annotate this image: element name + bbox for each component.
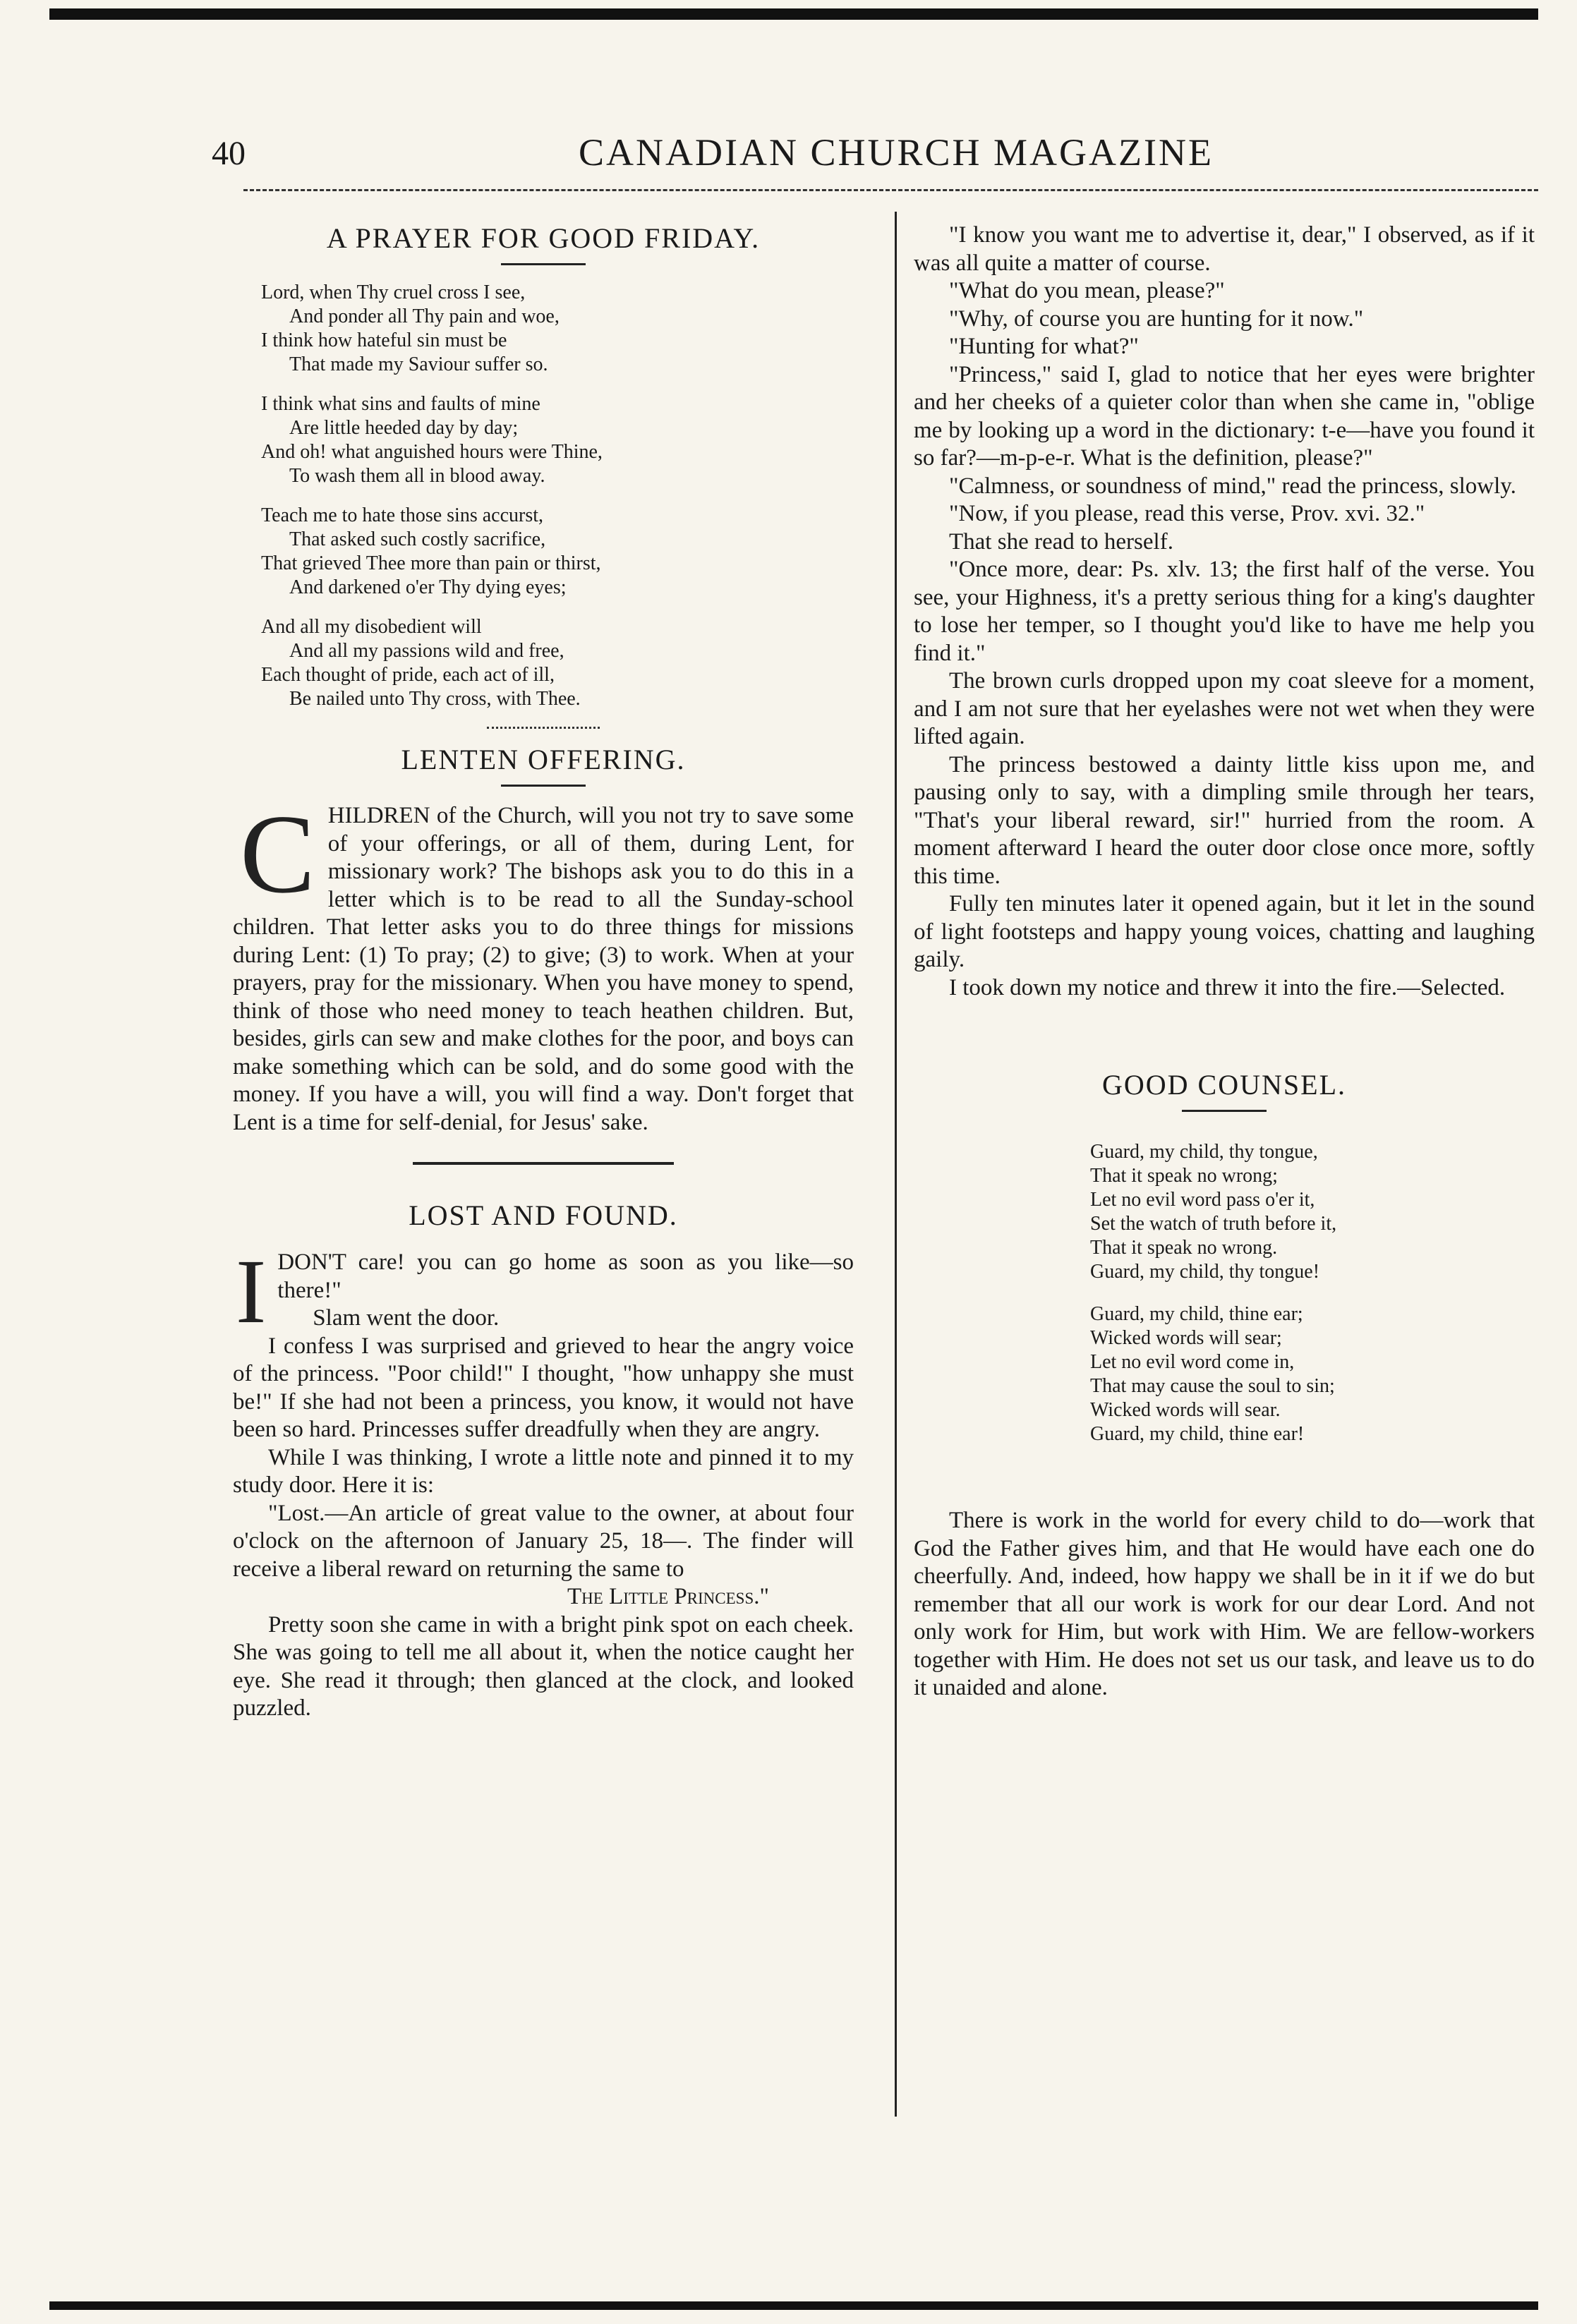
lenten-text: HILDREN of the Church, will you not try to save some of your offerings, or all of them, during Lent, for missionary work? The bishops ask you to do this in a letter which is to be read to all the Sunday-school children. That letter asks you to do three things for missions during Lent: (1) To pray; (2) to give; (3) to work. When at your prayers, pray for the missionary. When you have money to spend, think of those who need money to teach heathen children. But, besides, girls can sew and make clothes for the poor, and boys can make something which can be sold, and do some good with the money. If you have a will, you will find a way. Don't forget that Lent is a time for self-denial, for Jesus' sake.: [233, 803, 854, 1135]
poem-line: Guard, my child, thine ear!: [1090, 1423, 1305, 1445]
stanza: [1090, 1140, 1535, 1284]
paragraph: There is work in the world for every child to do—work that God the Father gives him, and that He would have each one do cheerfully. And, indeed, how happy we shall be in it if we do but remember that all our work is work for our dear Lord. And not only work for Him, but work with Him. We are fellow-workers together with Him. He does not set us our task, and leave us to do it unaided and alone.: [914, 1508, 1535, 1700]
paragraph: I took down my notice and threw it into the fire.—Selected.: [949, 974, 1506, 1000]
poem-line: Are little heeded day by day;: [289, 417, 519, 439]
poem-line: Each thought of pride, each act of ill,: [261, 664, 555, 686]
work-article: [914, 1507, 1535, 1702]
poem-line: Let no evil word come in,: [1090, 1351, 1295, 1373]
top-border: [49, 8, 1538, 20]
paragraph: "What do you mean, please?": [949, 278, 1225, 303]
paragraph: "Hunting for what?": [949, 334, 1139, 359]
running-title: CANADIAN CHURCH MAGAZINE: [579, 131, 1214, 174]
paragraph: Pretty soon she came in with a bright pink spot on each cheek. She was going to tell me all about it, when the notice caught her eye. She read it through; then glanced at the clock, and looked puzzled.: [233, 1611, 854, 1721]
paragraph: The princess bestowed a dainty little kiss upon me, and pausing only to say, with a dimpling smile through her tears, "That's your liberal reward, sir!" hurried from the room. A moment afterward I heard the outer door close once more, softly this time.: [914, 751, 1535, 889]
counsel-poem: [914, 1140, 1535, 1446]
poem-line: Lord, when Thy cruel cross I see,: [261, 282, 526, 303]
poem-line: And darkened o'er Thy dying eyes;: [289, 576, 567, 598]
prayer-title: A PRAYER FOR GOOD FRIDAY.: [326, 222, 761, 254]
paragraph: "Once more, dear: Ps. xlv. 13; the first half of the verse. You see, your Highness, it's a pretty serious thing for a king's daughter to lose her temper, so I thought you'd like to have me help you find it.": [914, 557, 1535, 666]
poem-line: I think what sins and faults of mine: [261, 393, 540, 415]
lenten-title: LENTEN OFFERING.: [401, 744, 686, 775]
poem-line: That grieved Thee more than pain or thirst,: [261, 552, 601, 574]
paragraph: "Now, if you please, read this verse, Prov. xvi. 32.": [949, 501, 1425, 526]
poem-line: That may cause the soul to sin;: [1090, 1375, 1335, 1397]
poem-line: Wicked words will sear;: [1090, 1327, 1282, 1349]
poem-line: Set the watch of truth before it,: [1090, 1213, 1337, 1235]
decorative-initial-c: C: [240, 791, 315, 916]
page-number: 40: [212, 135, 246, 172]
note-signature: The Little Princess.": [567, 1584, 769, 1609]
section-divider: [487, 727, 600, 729]
poem-line: Be nailed unto Thy cross, with Thee.: [289, 688, 581, 710]
right-column: [914, 212, 1535, 1702]
stanza: [1090, 1302, 1535, 1446]
poem-line: That it speak no wrong.: [1090, 1237, 1278, 1259]
paragraph: I confess I was surprised and grieved to hear the angry voice of the princess. "Poor child!" I thought, "how unhappy she must be!" If she had not been a princess, you know, it would not have been so hard. Princesses suffer dreadfully when they are angry.: [233, 1333, 854, 1442]
lost-title: LOST AND FOUND.: [409, 1199, 678, 1231]
lost-article: [233, 1241, 854, 1723]
title-rule: [501, 785, 586, 787]
poem-line: And all my passions wild and free,: [289, 640, 564, 662]
left-column: [233, 212, 854, 1723]
stanza: [261, 392, 854, 488]
bottom-border: [49, 2301, 1538, 2310]
poem-line: Teach me to hate those sins accurst,: [261, 504, 544, 526]
prayer-poem: [261, 281, 854, 711]
column-divider: [895, 212, 897, 2117]
poem-line: Guard, my child, thy tongue!: [1090, 1261, 1320, 1283]
stanza: [261, 504, 854, 600]
poem-line: Guard, my child, thy tongue,: [1090, 1141, 1318, 1163]
story-continuation: [914, 222, 1535, 1002]
poem-line: To wash them all in blood away.: [289, 465, 545, 487]
paragraph: "Lost.—An article of great value to the owner, at about four o'clock on the afternoon of January 25, 18—. The finder will receive a liberal reward on returning the same to: [233, 1500, 854, 1582]
poem-line: That asked such costly sacrifice,: [289, 528, 546, 550]
title-rule: [501, 263, 586, 265]
paragraph: The brown curls dropped upon my coat sleeve for a moment, and I am not sure that her eyelashes were not wet when they were lifted again.: [914, 668, 1535, 749]
poem-line: That it speak no wrong;: [1090, 1165, 1278, 1187]
paragraph: Fully ten minutes later it opened again, but it let in the sound of light footsteps and happy young voices, chatting and laughing gaily.: [914, 891, 1535, 972]
paragraph: "Princess," said I, glad to notice that her eyes were brighter and her cheeks of a quieter color than when she came in, "oblige me by looking up a word in the dictionary: t-e—have you found it so far?—m-p-e-r. What is the definition, please?": [914, 361, 1535, 471]
poem-line: That made my Saviour suffer so.: [289, 353, 548, 375]
stanza: [261, 281, 854, 377]
poem-line: And ponder all Thy pain and woe,: [289, 305, 560, 327]
header-rule: [243, 189, 1538, 191]
paragraph: Slam went the door.: [313, 1305, 500, 1331]
paragraph: "Calmness, or soundness of mind," read the princess, slowly.: [949, 473, 1516, 499]
section-divider: [413, 1162, 674, 1165]
paragraph: "I know you want me to advertise it, dear," I observed, as if it was all quite a matter of course.: [914, 222, 1535, 276]
paragraph: DON'T care! you can go home as soon as you like—so there!": [277, 1249, 854, 1303]
poem-line: And all my disobedient will: [261, 616, 482, 638]
counsel-title: GOOD COUNSEL.: [1102, 1069, 1346, 1101]
stanza: [261, 615, 854, 711]
poem-line: Guard, my child, thine ear;: [1090, 1303, 1303, 1325]
poem-line: I think how hateful sin must be: [261, 329, 507, 351]
title-rule: [1182, 1110, 1267, 1112]
poem-line: And oh! what anguished hours were Thine,: [261, 441, 603, 463]
poem-line: Let no evil word pass o'er it,: [1090, 1189, 1315, 1211]
paragraph: "Why, of course you are hunting for it now.": [949, 305, 1364, 332]
lenten-article: [233, 791, 854, 1137]
paragraph: While I was thinking, I wrote a little note and pinned it to my study door. Here it is:: [233, 1444, 854, 1498]
poem-line: Wicked words will sear.: [1090, 1399, 1281, 1421]
paragraph: That she read to herself.: [949, 528, 1173, 555]
decorative-initial-i: I: [236, 1241, 267, 1343]
